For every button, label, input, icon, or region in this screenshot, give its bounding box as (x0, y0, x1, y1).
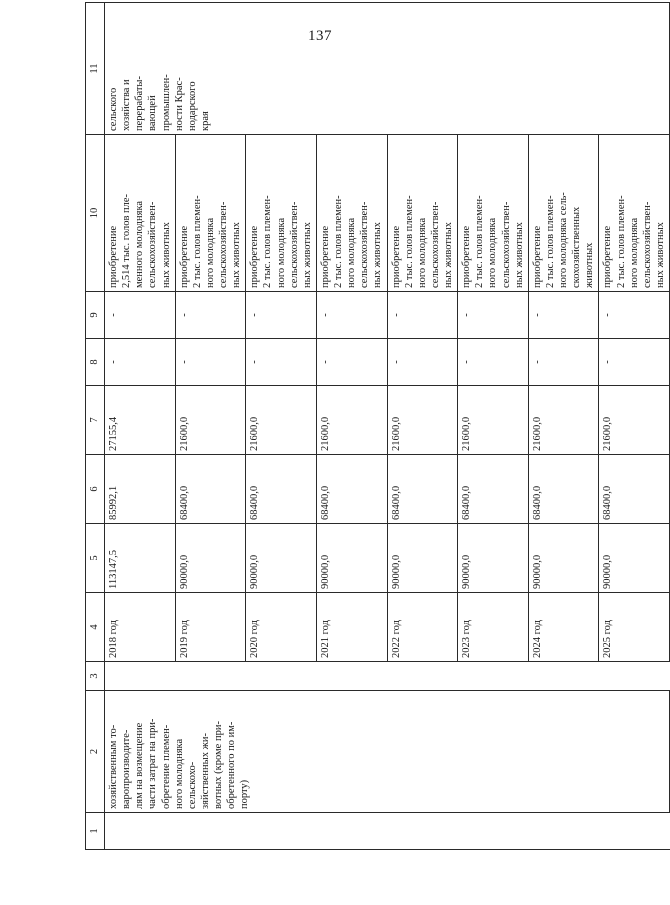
year-cell: 2019 год (175, 593, 246, 662)
cell-col-1 (246, 813, 317, 850)
amount-c5: 90000,0 (458, 524, 529, 593)
result-description: приобретение 2 тыс. голов племен- ного молодняка сельскохозяйствен- ных животных (387, 135, 458, 292)
header-col-2: 2 (86, 691, 105, 813)
amount-c5: 90000,0 (528, 524, 599, 593)
amount-c5: 90000,0 (599, 524, 670, 593)
header-col-8: 8 (86, 339, 105, 386)
amount-c8: - (528, 339, 599, 386)
amount-c6: 68400,0 (528, 455, 599, 524)
cell-col-1 (458, 813, 529, 850)
result-description: приобретение 2 тыс. голов племен- ного молодняка сельскохозяйствен- ных животных (458, 135, 529, 292)
result-description: приобретение 2 тыс. голов племен- ного молодняка сельскохозяйствен- ных животных (599, 135, 670, 292)
amount-c6: 68400,0 (387, 455, 458, 524)
amount-c9: - (175, 292, 246, 339)
amount-c9: - (528, 292, 599, 339)
amount-c6: 85992,1 (105, 455, 176, 524)
page-number: 137 (308, 28, 332, 44)
amount-c5: 90000,0 (316, 524, 387, 593)
amount-c8: - (387, 339, 458, 386)
amount-c9: - (316, 292, 387, 339)
header-col-11: 11 (86, 3, 105, 135)
cell-col-1 (599, 813, 670, 850)
cell-col-3 (175, 662, 246, 691)
year-cell: 2020 год (246, 593, 317, 662)
cell-col-1 (528, 813, 599, 850)
header-col-7: 7 (86, 386, 105, 455)
cell-col-3 (316, 662, 387, 691)
result-description: приобретение 2 тыс. голов племен- ного молодняка сельскохозяйствен- ных животных (175, 135, 246, 292)
amount-c8: - (316, 339, 387, 386)
rotated-table-container (85, 63, 666, 850)
subsidy-table (85, 2, 670, 850)
amount-c7: 21600,0 (316, 386, 387, 455)
cell-col-3 (387, 662, 458, 691)
cell-col-3 (246, 662, 317, 691)
amount-c7: 21600,0 (458, 386, 529, 455)
year-cell: 2022 год (387, 593, 458, 662)
executor-description: сельского хозяйства и перерабаты- вающей промышлен- ности Крас- нодарского края (105, 3, 670, 135)
amount-c6: 68400,0 (316, 455, 387, 524)
amount-c7: 21600,0 (246, 386, 317, 455)
amount-c7: 21600,0 (599, 386, 670, 455)
cell-col-1 (387, 813, 458, 850)
amount-c9: - (599, 292, 670, 339)
cell-col-3 (458, 662, 529, 691)
amount-c5: 90000,0 (175, 524, 246, 593)
year-cell: 2023 год (458, 593, 529, 662)
result-description: приобретение 2 тыс. голов племен- ного молодняка сельскохозяйствен- ных животных (316, 135, 387, 292)
header-col-3: 3 (86, 662, 105, 691)
cell-col-3 (528, 662, 599, 691)
amount-c6: 68400,0 (175, 455, 246, 524)
header-col-1: 1 (86, 813, 105, 850)
amount-c7: 27155,4 (105, 386, 176, 455)
amount-c8: - (246, 339, 317, 386)
header-col-10: 10 (86, 135, 105, 292)
amount-c7: 21600,0 (528, 386, 599, 455)
result-description: приобретение 2 тыс. голов племен- ного молодняка сельскохозяйствен- ных животных (246, 135, 317, 292)
cell-col-1 (105, 813, 176, 850)
header-col-5: 5 (86, 524, 105, 593)
amount-c8: - (458, 339, 529, 386)
year-cell: 2024 год (528, 593, 599, 662)
amount-c7: 21600,0 (387, 386, 458, 455)
amount-c8: - (599, 339, 670, 386)
cell-col-1 (175, 813, 246, 850)
amount-c8: - (105, 339, 176, 386)
measure-description: хозяйственным то- варопроизводите- лям на возмещение части затрат на при- обретение племен- ного молодняка сельскохо- зяйственных жи- вотных (кроме при- обретенного по им- порту) (105, 691, 670, 813)
header-row (86, 3, 105, 850)
amount-c7: 21600,0 (175, 386, 246, 455)
table-row (105, 3, 176, 850)
amount-c5: 90000,0 (387, 524, 458, 593)
amount-c8: - (175, 339, 246, 386)
amount-c6: 68400,0 (458, 455, 529, 524)
amount-c6: 68400,0 (599, 455, 670, 524)
header-col-6: 6 (86, 455, 105, 524)
amount-c6: 68400,0 (246, 455, 317, 524)
year-cell: 2025 год (599, 593, 670, 662)
amount-c9: - (458, 292, 529, 339)
year-cell: 2018 год (105, 593, 176, 662)
result-description: приобретение 2,514 тыс. голов пле- менного молодняка сельскохозяйствен- ных животных (105, 135, 176, 292)
amount-c9: - (246, 292, 317, 339)
header-col-4: 4 (86, 593, 105, 662)
result-description: приобретение 2 тыс. голов племен- ного молодняка сель- скохозяйственных животных (528, 135, 599, 292)
amount-c9: - (387, 292, 458, 339)
amount-c9: - (105, 292, 176, 339)
cell-col-3 (105, 662, 176, 691)
amount-c5: 90000,0 (246, 524, 317, 593)
cell-col-3 (599, 662, 670, 691)
header-col-9: 9 (86, 292, 105, 339)
year-cell: 2021 год (316, 593, 387, 662)
cell-col-1 (316, 813, 387, 850)
amount-c5: 113147,5 (105, 524, 176, 593)
